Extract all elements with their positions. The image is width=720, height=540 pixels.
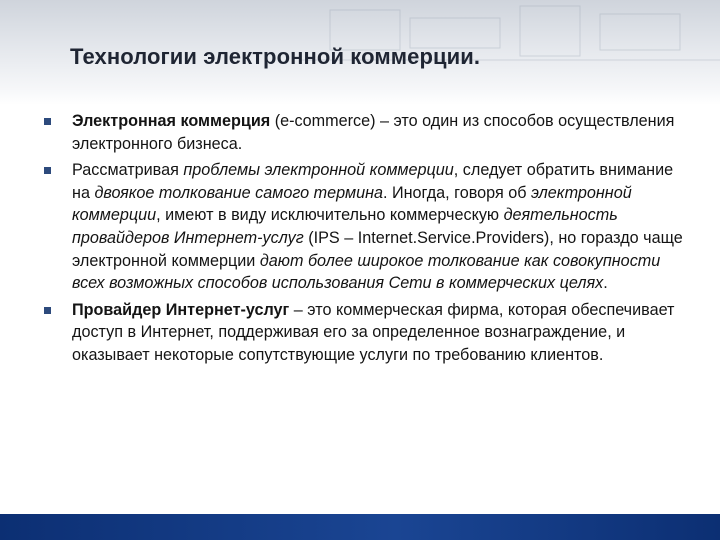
body-text: – это коммерческая фирма, которая обеспечивает доступ в Интернет, поддерживая его за определенное вознаграждение, и оказывает некоторые сопутствующие услуги по требованию клиентов. <box>72 300 675 364</box>
emphasis-text: двоякое толкование самого термина <box>94 183 383 202</box>
body-text: (IPS – Internet.Service.Providers), но гораздо чаще электронной коммерции <box>72 228 683 270</box>
emphasis-text: деятельность провайдеров Интернет-услуг <box>72 206 618 247</box>
body-text: . Иногда, говоря об <box>382 183 532 202</box>
bullet-item <box>44 299 694 367</box>
emphasis-text: электронной коммерции <box>72 183 632 225</box>
bullet-item <box>44 159 694 295</box>
bullet-list <box>44 110 694 371</box>
slide-title: Технологии электронной коммерции. <box>70 44 481 69</box>
body-text: Рассматривая <box>72 161 184 180</box>
term-text: Электронная коммерция <box>72 112 271 130</box>
body-text: , имеют в виду исключительно коммерческую <box>156 206 504 225</box>
square-bullet-icon <box>44 118 51 125</box>
emphasis-text: проблемы электронной коммерции <box>183 161 454 180</box>
emphasis-text: дают более широкое толкование как совокупности всех возможных способов использования Сети в коммерческих целях <box>72 251 661 293</box>
body-text: (e-commerce) – это один из способов осуществления электронного бизнеса. <box>72 112 675 153</box>
square-bullet-icon <box>44 307 51 314</box>
bullet-item <box>44 110 694 155</box>
term-text: Провайдер Интернет-услуг <box>72 300 290 319</box>
body-text: . <box>603 274 608 293</box>
footer-bar <box>0 514 720 540</box>
square-bullet-icon <box>44 167 51 174</box>
body-text: , следует обратить внимание на <box>72 161 674 202</box>
